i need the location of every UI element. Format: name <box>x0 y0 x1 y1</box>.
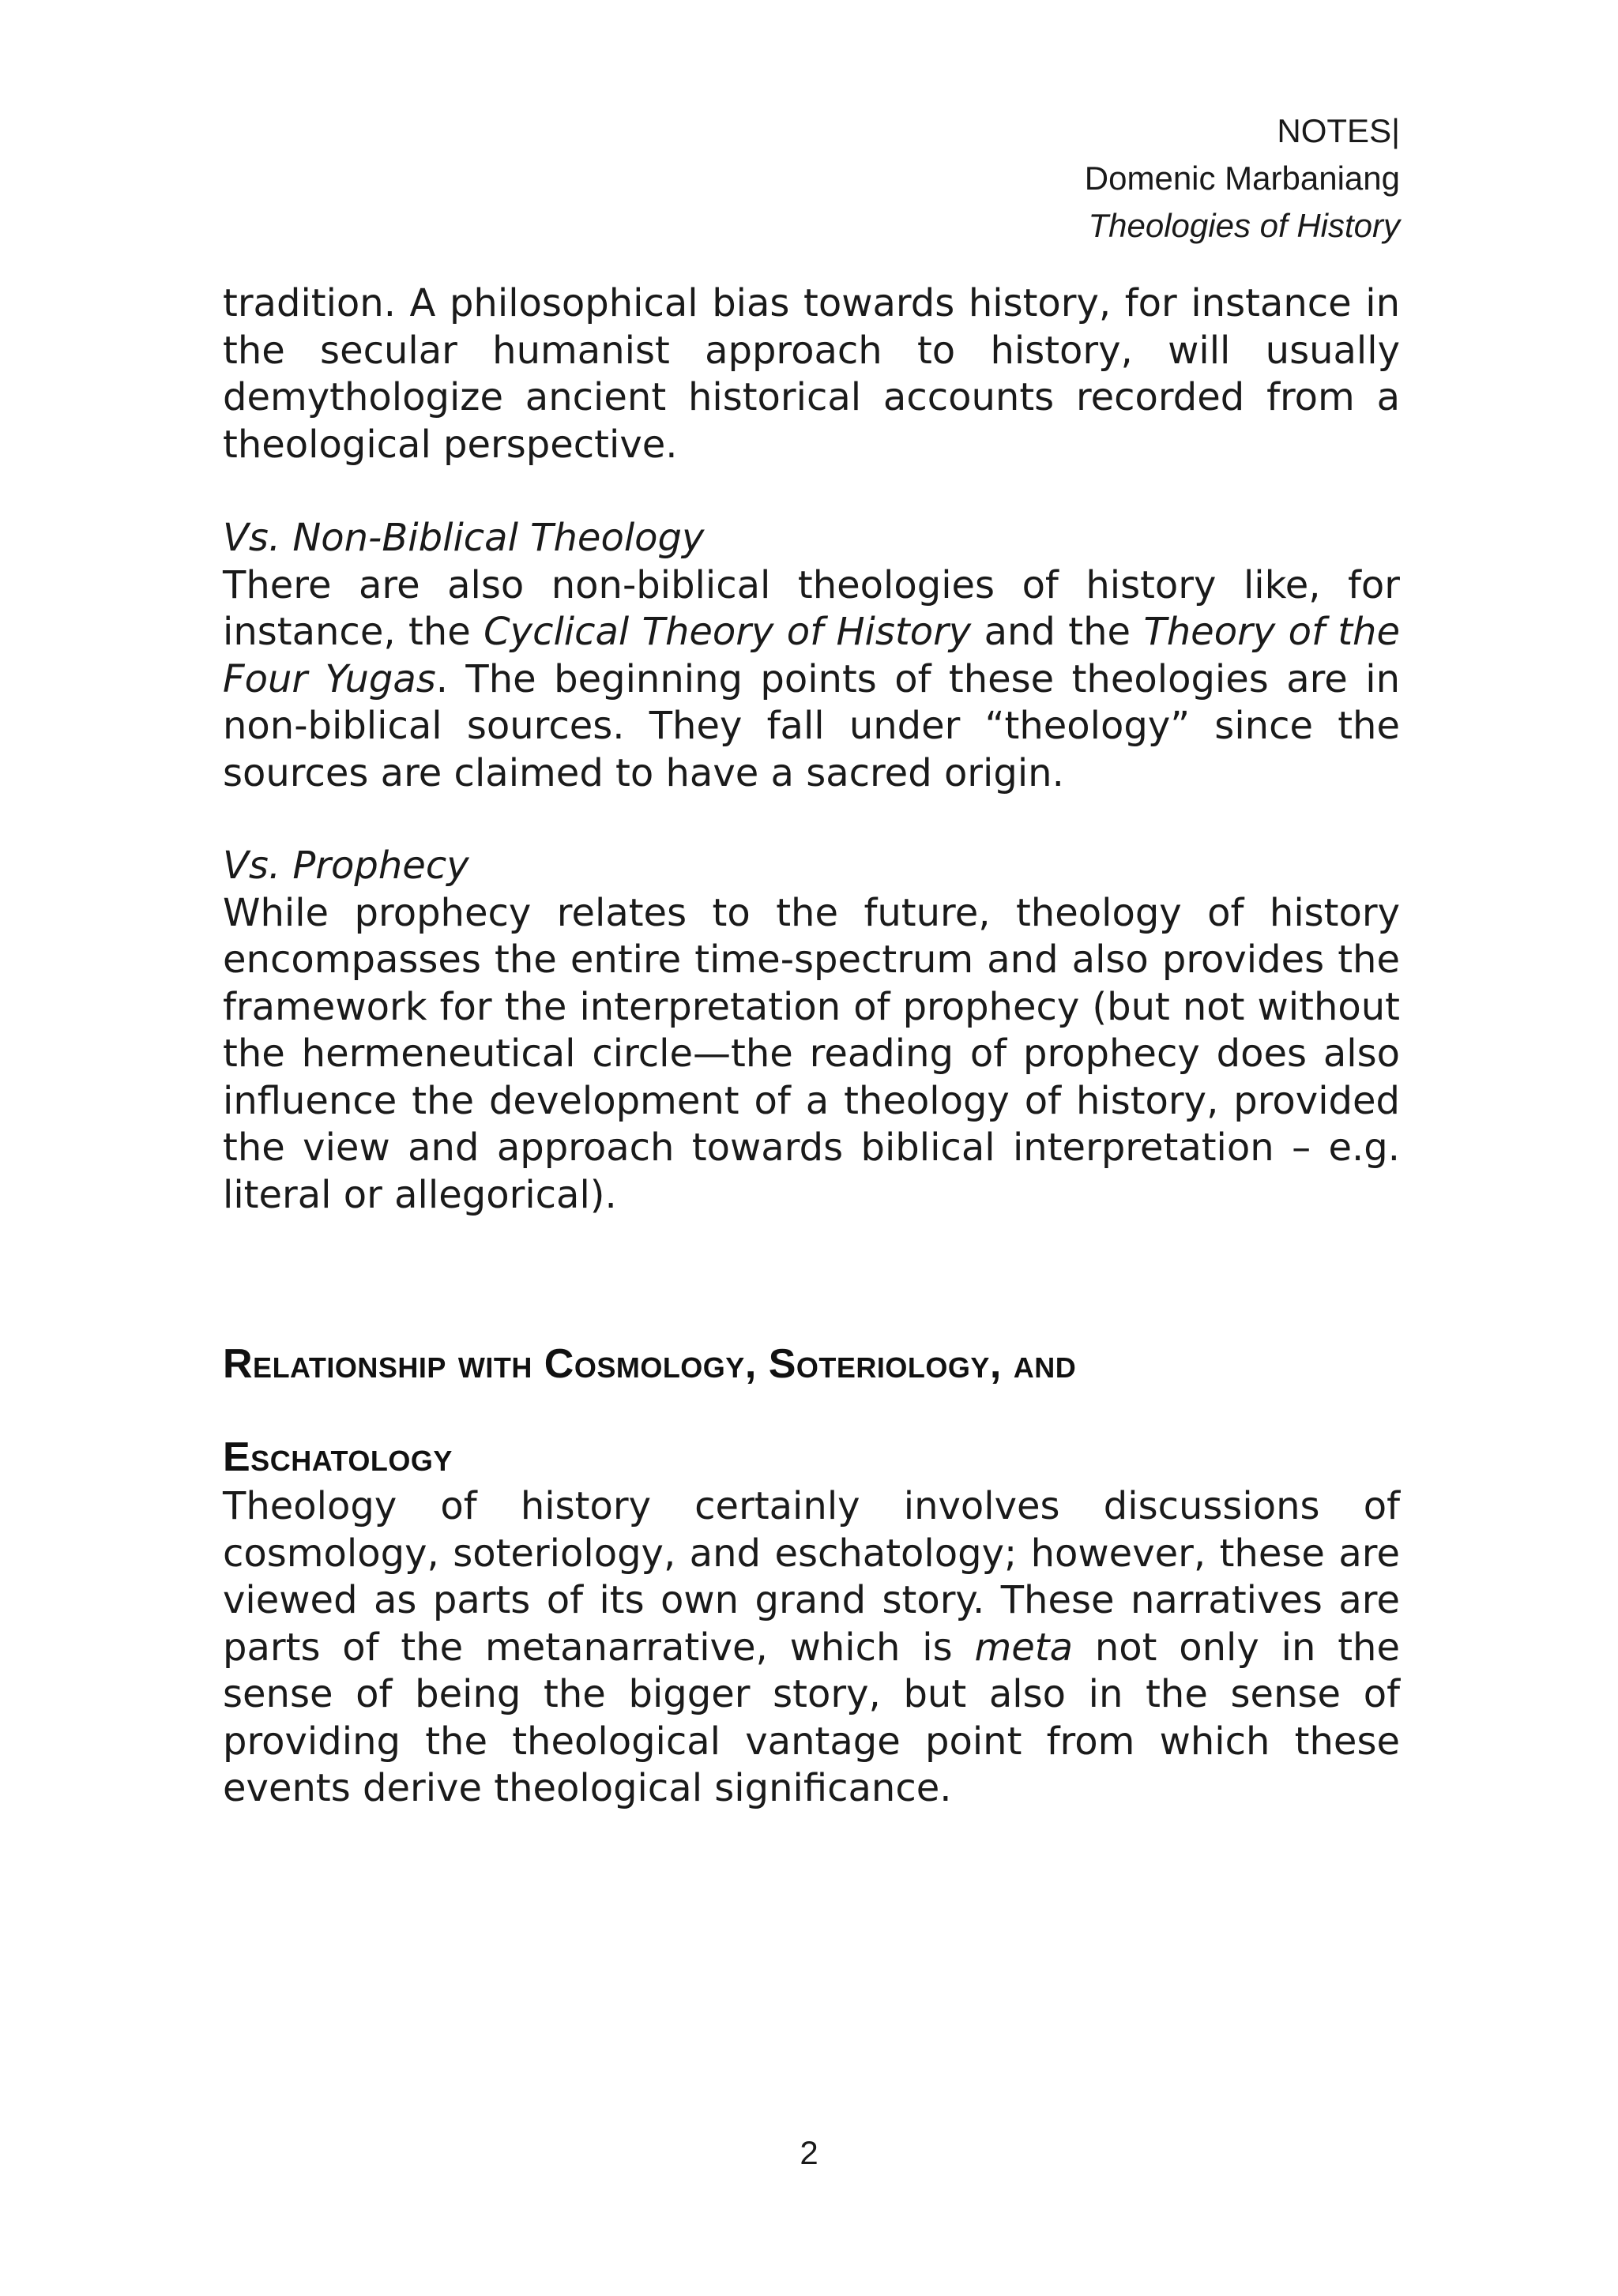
final-text-b: not only in the sense of being the bigger story, but also in the sense of providing the theological vantage point from which these events derive theological significance. <box>223 1625 1401 1810</box>
prophecy-text: While prophecy relates to the future, theology of history encompasses the entire time-spectrum and also provides the framework for the interpretation of prophecy (but not without the hermeneutical circle—the reading of prophecy does also influence the development of a theology of history, provided the view and approach towards biblical interpretation – e.g. literal or allegorical). <box>223 890 1400 1217</box>
section-heading-relationship <box>223 1317 1400 1504</box>
running-head-author: Domenic Marbaniang <box>1084 160 1400 197</box>
paragraph-theology-of-history <box>223 1483 1400 1813</box>
section-prophecy <box>223 843 1400 1219</box>
section-heading-line2: Eschatology <box>223 1434 453 1480</box>
section-non-biblical <box>223 515 1400 797</box>
non-biblical-text-c: . The beginning points of these theologies are in non-biblical sources. They fall under “theology” since the sources are claimed to have a sacred origin. <box>223 656 1400 795</box>
non-biblical-text-a: There are also non-biblical theologies of history like, for instance, the <box>223 562 1400 654</box>
paragraph-tradition: tradition. A philosophical bias towards history, for instance in the secular humanist approach to history, will usually demythologize ancient historical accounts recorded from a theological perspective. <box>223 281 1400 467</box>
section-heading-line1: Relationship with Cosmology, Soteriology, and <box>223 1341 1077 1387</box>
subheading-prophecy: Vs. Prophecy <box>223 844 469 888</box>
non-biblical-italic-b: Theory of the Four Yugas <box>223 610 1401 701</box>
final-italic-meta: meta <box>974 1625 1073 1670</box>
page-number: 2 <box>800 2134 818 2171</box>
running-head-notes: NOTES| <box>1277 112 1400 149</box>
subheading-non-biblical: Vs. Non-Biblical Theology <box>223 516 705 560</box>
running-head-title: Theologies of History <box>1088 207 1400 244</box>
running-head <box>1085 107 1400 250</box>
final-text-a: Theology of history certainly involves discussions of cosmology, soteriology, and eschatology; however, these are viewed as parts of its own grand story. These narratives are parts of the metanarrative, which is <box>223 1484 1400 1670</box>
non-biblical-text-b: and the <box>971 610 1144 654</box>
non-biblical-italic-a: Cyclical Theory of History <box>484 610 972 654</box>
